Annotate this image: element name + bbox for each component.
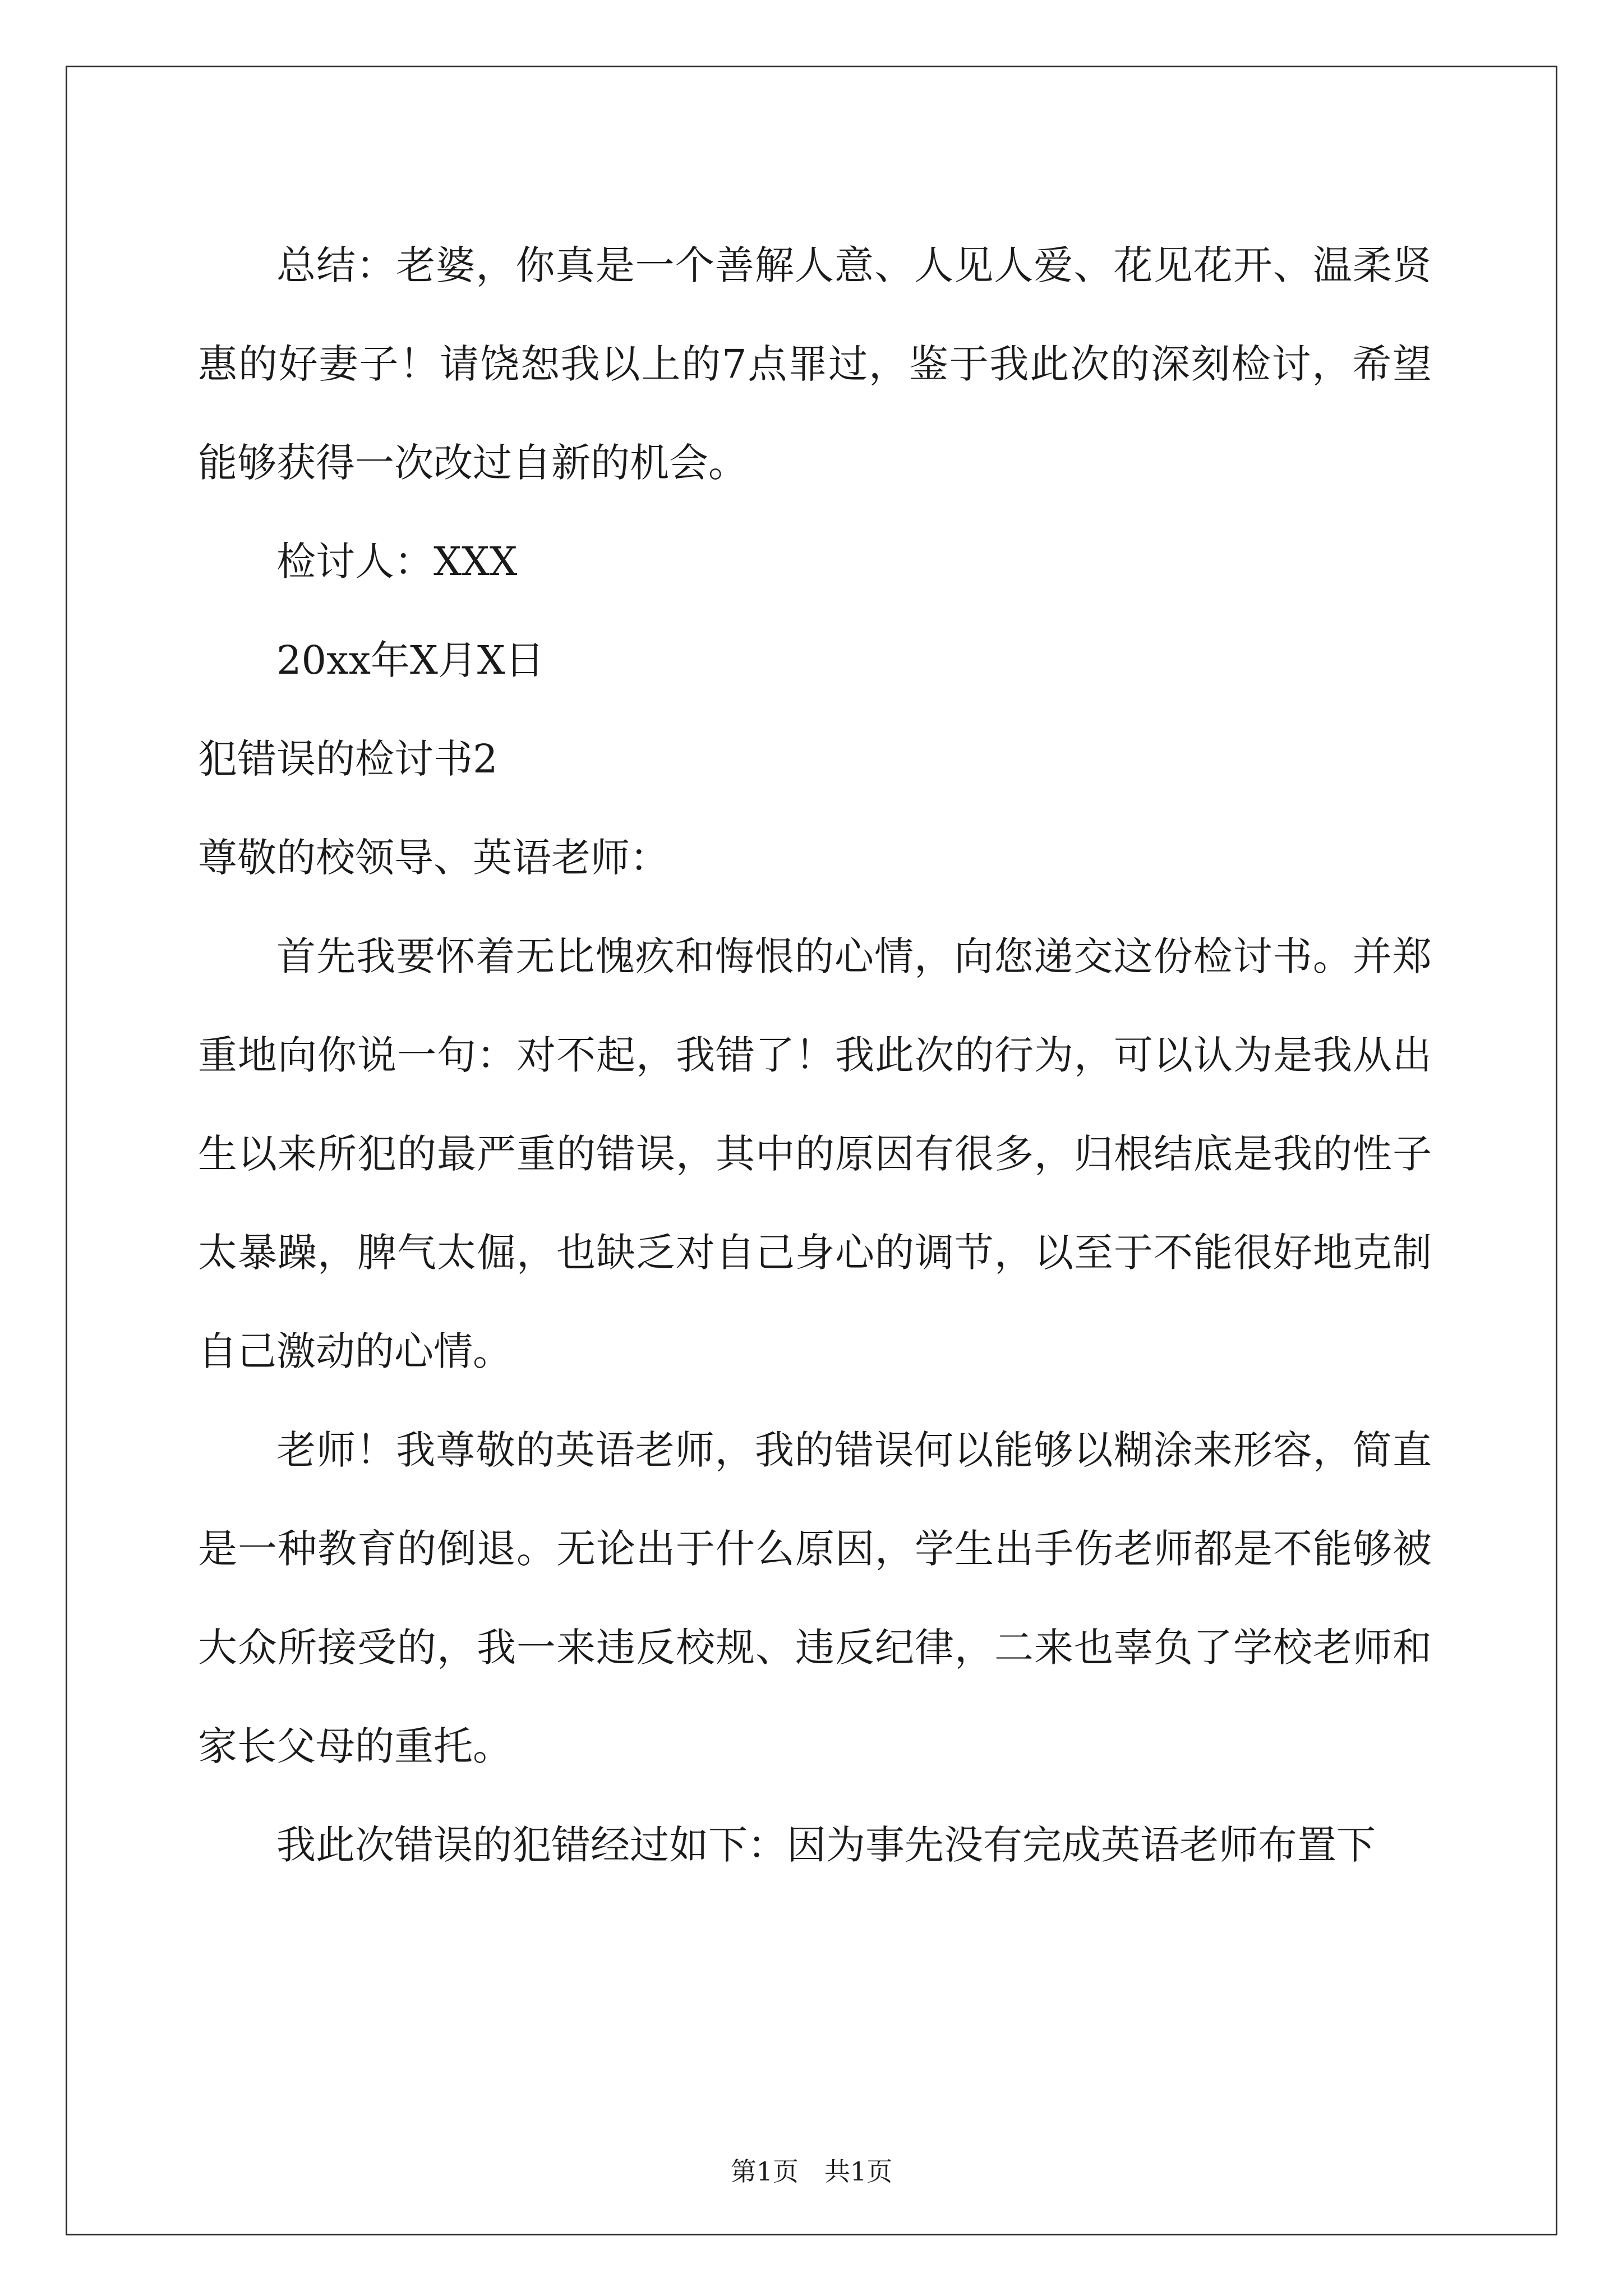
section-title: 犯错误的检讨书2 (198, 736, 498, 782)
paragraph-teacher: 老师！我尊敬的英语老师，我的错误何以能够以糊涂来形容，简直是一种教育的倒退。无论出于什么原因，学生出手伤老师都是不能够被大众所接受的，我一来违反校规、违反纪律，二来也辜负了学校老师和家长父母的重托。 (198, 1427, 1432, 1769)
page-number: 第1页 共1页 (730, 2156, 893, 2187)
paragraph-date: 20xx年X月X日 (276, 637, 545, 683)
document-body (198, 216, 1432, 1894)
paragraph-account: 我此次错误的犯错经过如下：因为事先没有完成英语老师布置下 (276, 1822, 1376, 1868)
paragraph-apology: 首先我要怀着无比愧疚和悔恨的心情，向您递交这份检讨书。并郑重地向你说一句：对不起，我错了！我此次的行为，可以认为是我从出生以来所犯的最严重的错误，其中的原因有很多，归根结底是我的性子太暴躁，脾气太倔，也缺乏对自己身心的调节，以至于不能很好地克制自己激动的心情。 (198, 933, 1432, 1374)
paragraph-signer: 检讨人：XXX (276, 539, 518, 585)
paragraph-summary: 总结：老婆，你真是一个善解人意、人见人爱、花见花开、温柔贤惠的好妻子！请饶恕我以上的7点罪过，鉴于我此次的深刻检讨，希望能够获得一次改过自新的机会。 (198, 242, 1432, 486)
salutation: 尊敬的校领导、英语老师： (198, 835, 669, 881)
